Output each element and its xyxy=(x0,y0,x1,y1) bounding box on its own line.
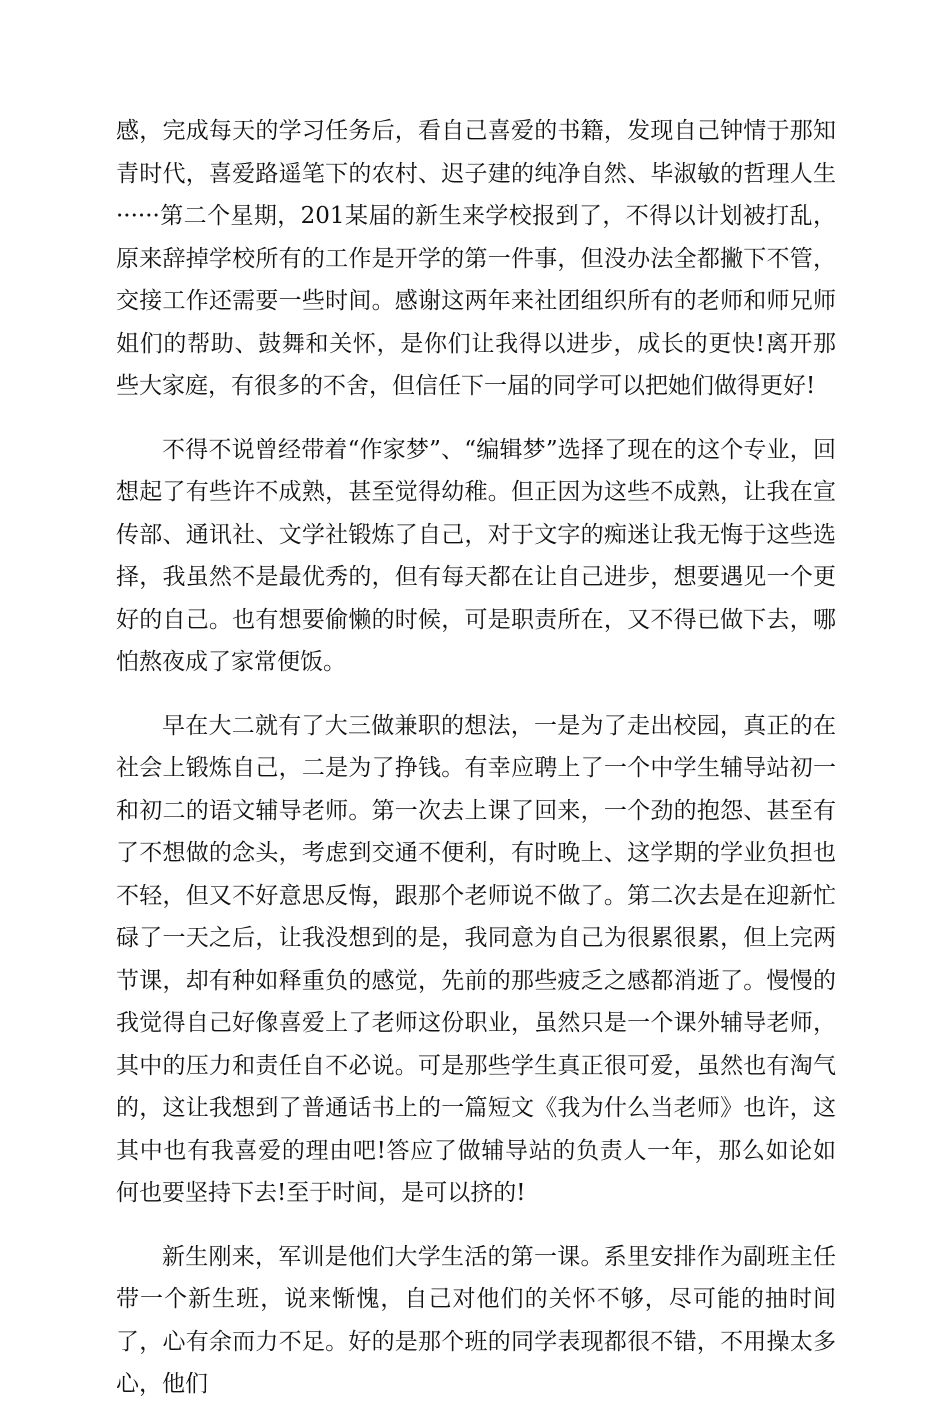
paragraph-4: 新生刚来，军训是他们大学生活的第一课。系里安排作为副班主任带一个新生班，说来惭愧，自己对他们的关怀不够，尽可能的抽时间了，心有余而力不足。好的是那个班的同学表现都很不错，不用操太多心，他们 xyxy=(116,1243,836,1397)
paragraph-2: 不得不说曾经带着“作家梦”、“编辑梦”选择了现在的这个专业，回想起了有些许不成熟，甚至觉得幼稚。但正因为这些不成熟，让我在宣传部、通讯社、文学社锻炼了自己，对于文字的痴迷让我无悔于这些选择，我虽然不是最优秀的，但有每天都在让自己进步，想要遇见一个更好的自己。也有想要偷懒的时候，可是职责所在，又不得已做下去，哪怕熬夜成了家常便饭。 xyxy=(116,436,836,675)
document-body xyxy=(116,110,836,1427)
paragraph-1: 感，完成每天的学习任务后，看自己喜爱的书籍，发现自己钟情于那知青时代，喜爱路遥笔下的农村、迟子建的纯净自然、毕淑敏的哲理人生······第二个星期，201某届的新生来学校报到了，不得以计划被打乱，原来辞掉学校所有的工作是开学的第一件事，但没办法全都撇下不管，交接工作还需要一些时间。感谢这两年来社团组织所有的老师和师兄师姐们的帮助、鼓舞和关怀，是你们让我得以进步，成长的更快!离开那些大家庭，有很多的不舍，但信任下一届的同学可以把她们做得更好! xyxy=(116,118,836,399)
paragraph-3: 早在大二就有了大三做兼职的想法，一是为了走出校园，真正的在社会上锻炼自己，二是为了挣钱。有幸应聘上了一个中学生辅导站初一和初二的语文辅导老师。第一次去上课了回来，一个劲的抱怨、甚至有了不想做的念头，考虑到交通不便利，有时晚上、这学期的学业负担也不轻，但又不好意思反悔，跟那个老师说不做了。第二次去是在迎新忙碌了一天之后，让我没想到的是，我同意为自己为很累很累，但上完两节课，却有种如释重负的感觉，先前的那些疲乏之感都消逝了。慢慢的我觉得自己好像喜爱上了老师这份职业，虽然只是一个课外辅导老师，其中的压力和责任自不必说。可是那些学生真正很可爱，虽然也有淘气的，这让我想到了普通话书上的一篇短文《我为什么当老师》也许，这其中也有我喜爱的理由吧!答应了做辅导站的负责人一年，那么如论如何也要坚持下去!至于时间，是可以挤的! xyxy=(116,712,836,1206)
